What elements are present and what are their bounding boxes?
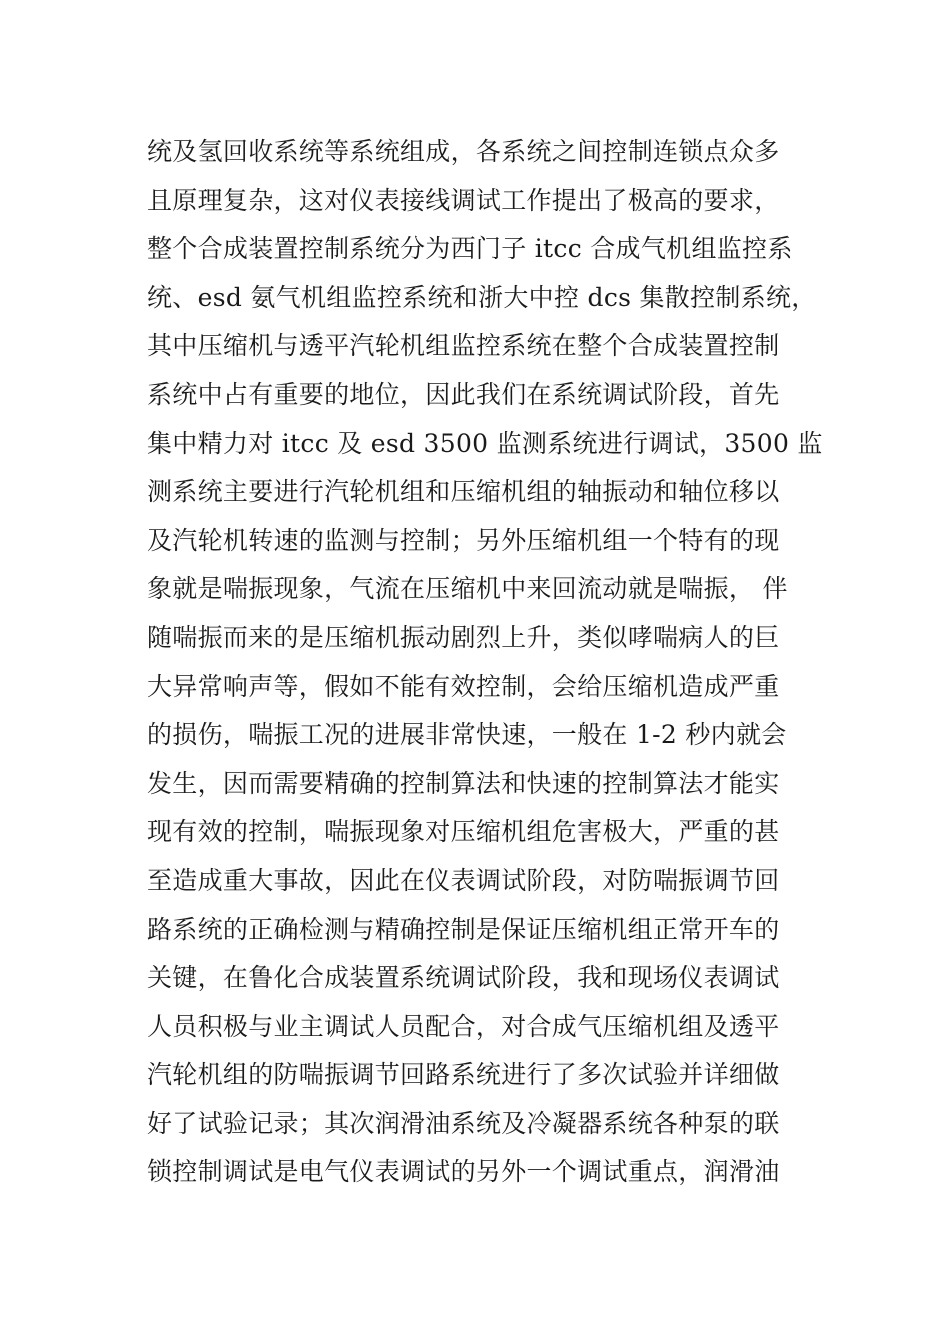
text-line: 的损伤，喘振工况的进展非常快速，一般在 1-2 秒内就会 <box>147 720 787 750</box>
text-line: 现有效的控制，喘振现象对压缩机组危害极大，严重的甚 <box>147 817 780 847</box>
text-line: 其中压缩机与透平汽轮机组监控系统在整个合成装置控制 <box>147 331 780 361</box>
text-line: 集中精力对 itcc 及 esd 3500 监测系统进行调试，3500 监 <box>147 428 823 458</box>
text-line: 整个合成装置控制系统分为西门子 itcc 合成气机组监控系 <box>147 234 793 264</box>
text-line: 关键，在鲁化合成装置系统调试阶段，我和现场仪表调试 <box>147 963 780 993</box>
text-line: 象就是喘振现象，气流在压缩机中来回流动就是喘振， 伴 <box>147 574 788 604</box>
text-line: 统及氢回收系统等系统组成，各系统之间控制连锁点众多 <box>147 137 780 166</box>
text-line: 且原理复杂，这对仪表接线调试工作提出了极高的要求， <box>147 185 780 215</box>
text-line: 锁控制调试是电气仪表调试的另外一个调试重点，润滑油 <box>147 1157 780 1187</box>
text-line: 至造成重大事故，因此在仪表调试阶段，对防喘振调节回 <box>147 865 780 895</box>
body-paragraph <box>147 128 823 1197</box>
text-line: 系统中占有重要的地位，因此我们在系统调试阶段，首先 <box>147 379 780 409</box>
text-line: 随喘振而来的是压缩机振动剧烈上升，类似哮喘病人的巨 <box>147 622 780 652</box>
text-line: 好了试验记录；其次润滑油系统及冷凝器系统各种泵的联 <box>147 1108 780 1138</box>
text-line: 汽轮机组的防喘振调节回路系统进行了多次试验并详细做 <box>147 1060 780 1090</box>
text-line: 发生，因而需要精确的控制算法和快速的控制算法才能实 <box>147 768 780 798</box>
text-line: 路系统的正确检测与精确控制是保证压缩机组正常开车的 <box>147 914 780 944</box>
text-line: 统、esd 氨气机组监控系统和浙大中控 dcs 集散控制系统， <box>147 282 817 312</box>
text-line: 人员积极与业主调试人员配合，对合成气压缩机组及透平 <box>147 1011 780 1041</box>
text-line: 及汽轮机转速的监测与控制；另外压缩机组一个特有的现 <box>147 525 780 555</box>
text-line: 大异常响声等，假如不能有效控制，会给压缩机造成严重 <box>147 671 780 701</box>
text-line: 测系统主要进行汽轮机组和压缩机组的轴振动和轴位移以 <box>147 477 780 507</box>
